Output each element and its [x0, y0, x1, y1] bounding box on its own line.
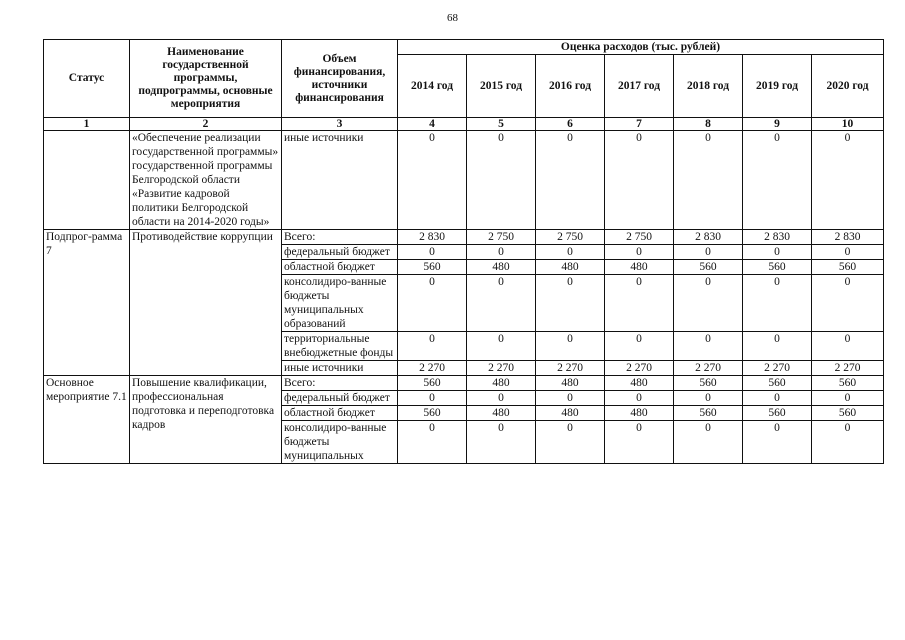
value-cell: 560 — [743, 406, 812, 421]
value-cell: 2 830 — [743, 230, 812, 245]
value-cell: 480 — [467, 376, 536, 391]
value-cell: 560 — [674, 406, 743, 421]
funding-source-cell: областной бюджет — [282, 406, 398, 421]
value-cell: 480 — [536, 376, 605, 391]
value-cell: 0 — [605, 245, 674, 260]
header-year: 2018 год — [674, 55, 743, 118]
value-cell: 480 — [605, 260, 674, 275]
value-cell: 2 830 — [674, 230, 743, 245]
table-row — [44, 230, 884, 245]
value-cell: 0 — [674, 275, 743, 332]
value-cell: 0 — [605, 131, 674, 230]
value-cell: 2 270 — [674, 361, 743, 376]
value-cell: 0 — [605, 275, 674, 332]
value-cell: 560 — [812, 260, 884, 275]
value-cell: 0 — [674, 391, 743, 406]
value-cell: 560 — [674, 260, 743, 275]
value-cell: 0 — [812, 332, 884, 361]
value-cell: 560 — [812, 406, 884, 421]
value-cell: 0 — [605, 421, 674, 464]
value-cell: 2 750 — [536, 230, 605, 245]
value-cell: 560 — [398, 376, 467, 391]
column-number: 3 — [282, 118, 398, 131]
value-cell: 560 — [398, 406, 467, 421]
value-cell: 0 — [398, 131, 467, 230]
value-cell: 0 — [812, 421, 884, 464]
value-cell: 0 — [536, 421, 605, 464]
column-number: 5 — [467, 118, 536, 131]
value-cell: 0 — [674, 245, 743, 260]
header-year: 2017 год — [605, 55, 674, 118]
table-row — [44, 376, 884, 391]
table-row — [44, 131, 884, 230]
value-cell: 0 — [605, 391, 674, 406]
value-cell: 480 — [536, 260, 605, 275]
value-cell: 0 — [536, 245, 605, 260]
status-cell: Подпрог-рамма 7 — [44, 230, 130, 376]
value-cell: 480 — [605, 406, 674, 421]
value-cell: 0 — [398, 421, 467, 464]
value-cell: 480 — [605, 376, 674, 391]
header-status: Статус — [44, 40, 130, 118]
value-cell: 0 — [398, 245, 467, 260]
header-year: 2016 год — [536, 55, 605, 118]
value-cell: 0 — [467, 391, 536, 406]
value-cell: 2 750 — [467, 230, 536, 245]
expenditure-table — [43, 39, 884, 464]
header-year: 2014 год — [398, 55, 467, 118]
column-number: 7 — [605, 118, 674, 131]
value-cell: 2 270 — [743, 361, 812, 376]
value-cell: 2 270 — [467, 361, 536, 376]
value-cell: 0 — [536, 391, 605, 406]
value-cell: 0 — [467, 275, 536, 332]
funding-source-cell: Всего: — [282, 376, 398, 391]
value-cell: 0 — [536, 332, 605, 361]
value-cell: 0 — [743, 391, 812, 406]
table-body — [44, 131, 884, 464]
value-cell: 2 270 — [812, 361, 884, 376]
header-volume: Объем финансирования, источники финансирования — [282, 40, 398, 118]
value-cell: 0 — [467, 332, 536, 361]
header-year: 2020 год — [812, 55, 884, 118]
status-cell — [44, 131, 130, 230]
value-cell: 2 270 — [605, 361, 674, 376]
value-cell: 0 — [743, 275, 812, 332]
value-cell: 0 — [398, 275, 467, 332]
value-cell: 0 — [536, 275, 605, 332]
funding-source-cell: федеральный бюджет — [282, 245, 398, 260]
value-cell: 0 — [674, 131, 743, 230]
value-cell: 2 830 — [398, 230, 467, 245]
value-cell: 0 — [812, 245, 884, 260]
value-cell: 560 — [743, 260, 812, 275]
value-cell: 560 — [812, 376, 884, 391]
column-number: 4 — [398, 118, 467, 131]
funding-source-cell: иные источники — [282, 361, 398, 376]
funding-source-cell: Всего: — [282, 230, 398, 245]
value-cell: 0 — [536, 131, 605, 230]
value-cell: 560 — [398, 260, 467, 275]
value-cell: 480 — [536, 406, 605, 421]
value-cell: 0 — [674, 332, 743, 361]
value-cell: 0 — [743, 421, 812, 464]
value-cell: 560 — [743, 376, 812, 391]
value-cell: 0 — [398, 332, 467, 361]
header-year: 2015 год — [467, 55, 536, 118]
value-cell: 0 — [674, 421, 743, 464]
funding-source-cell: консолидиро-ванные бюджеты муниципальных — [282, 421, 398, 464]
value-cell: 2 270 — [536, 361, 605, 376]
funding-source-cell: территориальные внебюджетные фонды — [282, 332, 398, 361]
program-name-cell: Повышение квалификации, профессиональная подготовка и переподготовка кадров — [130, 376, 282, 464]
value-cell: 2 270 — [398, 361, 467, 376]
value-cell: 0 — [743, 131, 812, 230]
value-cell: 0 — [605, 332, 674, 361]
funding-source-cell: областной бюджет — [282, 260, 398, 275]
value-cell: 0 — [467, 131, 536, 230]
value-cell: 480 — [467, 406, 536, 421]
page-number: 68 — [447, 12, 458, 24]
value-cell: 2 830 — [812, 230, 884, 245]
value-cell: 0 — [398, 391, 467, 406]
column-number: 9 — [743, 118, 812, 131]
column-number: 2 — [130, 118, 282, 131]
value-cell: 2 750 — [605, 230, 674, 245]
funding-source-cell: консолидиро-ванные бюджеты муниципальных образований — [282, 275, 398, 332]
value-cell: 0 — [467, 421, 536, 464]
value-cell: 0 — [812, 391, 884, 406]
column-number: 1 — [44, 118, 130, 131]
value-cell: 0 — [812, 275, 884, 332]
status-cell: Основное мероприятие 7.1 — [44, 376, 130, 464]
value-cell: 0 — [743, 332, 812, 361]
program-name-cell: «Обеспечение реализации государственной программы» государственной программы Белгородской области «Развитие кадровой политики Белгородской области на 2014-2020 годы» — [130, 131, 282, 230]
value-cell: 480 — [467, 260, 536, 275]
column-number: 10 — [812, 118, 884, 131]
column-numbers-row — [44, 118, 884, 131]
funding-source-cell: иные источники — [282, 131, 398, 230]
header-year: 2019 год — [743, 55, 812, 118]
value-cell: 0 — [467, 245, 536, 260]
header-estimate: Оценка расходов (тыс. рублей) — [398, 40, 884, 55]
value-cell: 0 — [743, 245, 812, 260]
column-number: 8 — [674, 118, 743, 131]
program-name-cell: Противодействие коррупции — [130, 230, 282, 376]
header-name: Наименование государственной программы, подпрограммы, основные мероприятия — [130, 40, 282, 118]
value-cell: 0 — [812, 131, 884, 230]
funding-source-cell: федеральный бюджет — [282, 391, 398, 406]
value-cell: 560 — [674, 376, 743, 391]
column-number: 6 — [536, 118, 605, 131]
